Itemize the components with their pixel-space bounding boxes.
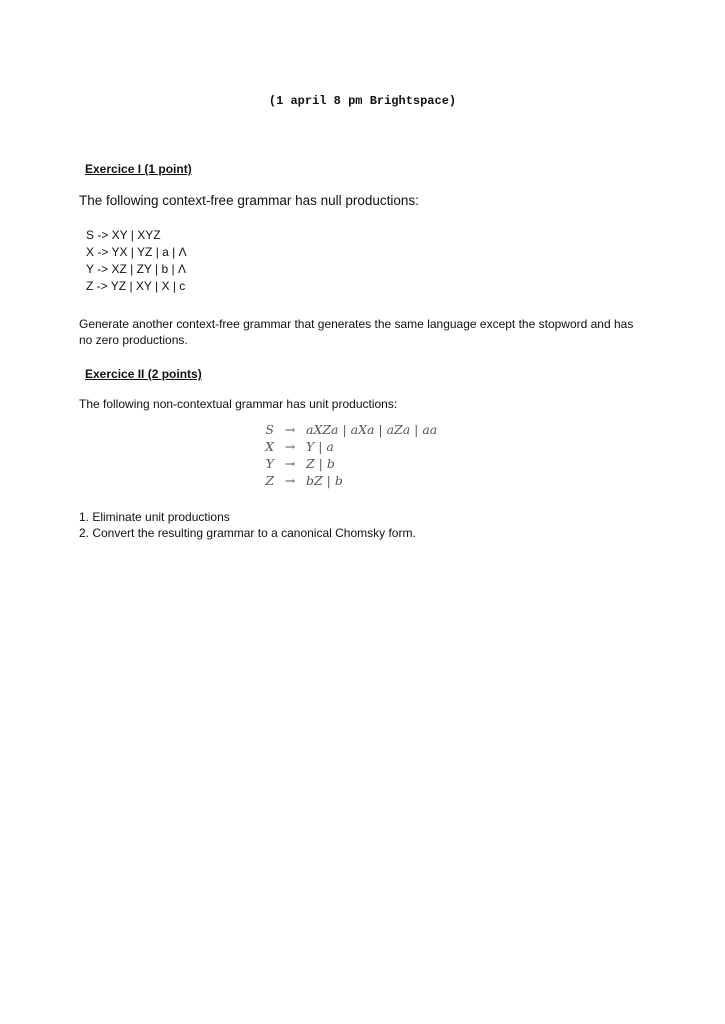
rule-arrow: →: [284, 456, 296, 471]
grammar-rule: Z -> YZ | XY | X | c: [86, 279, 186, 293]
grammar-rule: [256, 472, 441, 489]
list-item: 2. Convert the resulting grammar to a canonical Chomsky form.: [79, 526, 416, 540]
exercise-2-intro: The following non-contextual grammar has unit productions:: [79, 397, 398, 411]
exercise-1-task: Generate another context-free grammar that generates the same language except the stopword and has no zero productions.: [79, 317, 634, 347]
grammar-rule: S -> XY | XYZ: [86, 228, 161, 242]
exercise-2-task-list: [79, 509, 416, 541]
grammar-rule: [256, 421, 441, 438]
exercise-2-heading: Exercice II (2 points): [85, 367, 202, 381]
exercise-1-intro: The following context-free grammar has null productions:: [79, 193, 419, 208]
rule-rhs: bZ | b: [306, 473, 343, 488]
rule-lhs: S: [265, 422, 274, 437]
grammar-rule: [256, 438, 441, 455]
rule-arrow: →: [284, 422, 296, 437]
rule-lhs: Z: [265, 473, 274, 488]
deadline-header: (1 april 8 pm Brightspace): [268, 94, 457, 108]
grammar-rule: [256, 455, 441, 472]
rule-rhs: Y | a: [306, 439, 334, 454]
rule-lhs: Y: [265, 456, 274, 471]
rule-rhs: Z | b: [306, 456, 335, 471]
rule-rhs: aXZa | aXa | aZa | aa: [306, 422, 438, 437]
rule-arrow: →: [284, 439, 296, 454]
list-item: 1. Eliminate unit productions: [79, 510, 230, 524]
exercise-1-grammar: [86, 227, 187, 295]
grammar-rule: Y -> XZ | ZY | b | Λ: [86, 262, 186, 276]
rule-arrow: →: [284, 473, 296, 488]
rule-lhs: X: [265, 439, 274, 454]
exercise-2-grammar: [256, 421, 441, 489]
grammar-rule: X -> YX | YZ | a | Λ: [86, 245, 187, 259]
exercise-1-heading: Exercice I (1 point): [85, 162, 192, 176]
